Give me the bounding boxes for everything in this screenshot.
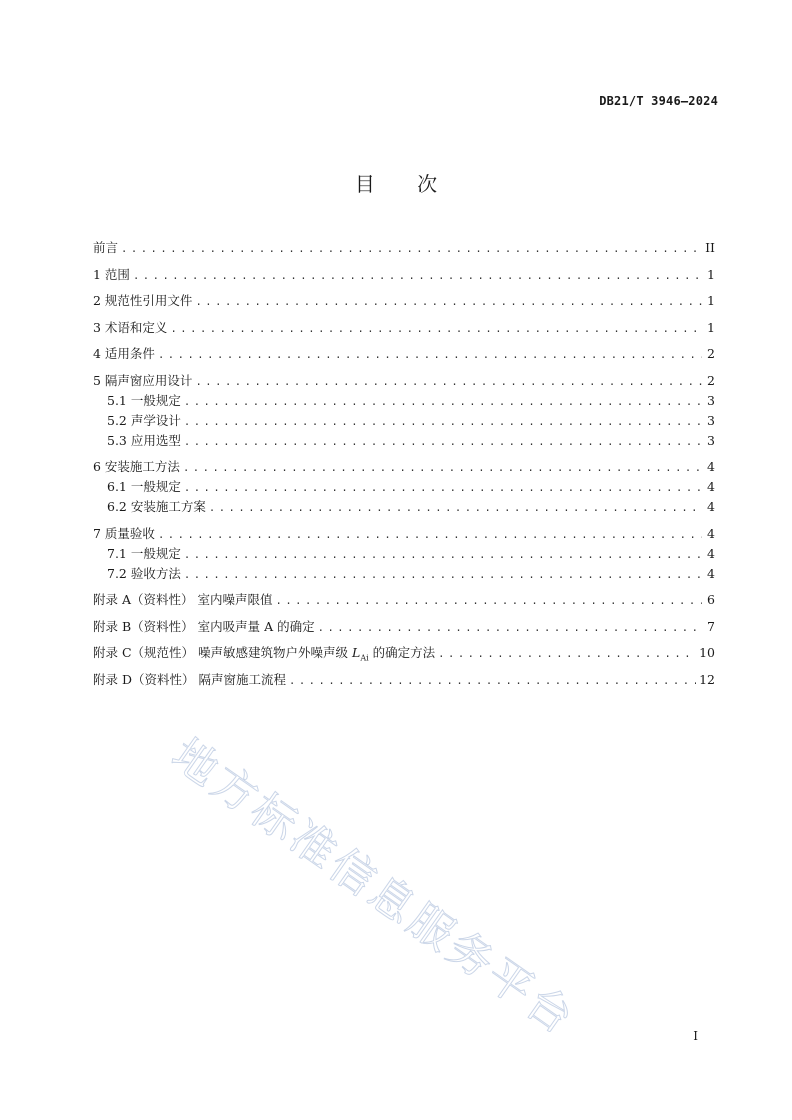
toc-entry[interactable] — [93, 391, 715, 411]
toc-entry-page: 6 — [707, 592, 715, 607]
toc-entry-label: 附录 A（资料性） 室内噪声限值 — [93, 592, 273, 607]
toc-entry-label: 前言 — [93, 240, 119, 255]
toc-dot-leader — [195, 292, 702, 312]
toc-entry-page: 1 — [707, 266, 715, 282]
toc-dot-leader — [158, 345, 702, 365]
toc-dot-leader — [184, 478, 702, 498]
toc-entry-page: 2 — [707, 346, 715, 361]
toc-entry-label: 5.2 声学设计 — [107, 412, 181, 428]
toc-entry[interactable] — [93, 477, 715, 497]
toc-entry[interactable] — [93, 344, 715, 364]
toc-dot-leader — [438, 644, 696, 664]
toc-dot-leader — [158, 525, 702, 545]
toc-entry-label: 1 范围 — [93, 266, 130, 282]
toc-entry-page: II — [705, 240, 715, 255]
toc-entry-label: 5.1 一般规定 — [107, 392, 181, 408]
watermark: 地方标准信息服务平台 — [162, 729, 585, 1047]
toc-dot-leader — [184, 412, 702, 432]
toc-entry-page: 12 — [699, 671, 715, 687]
document-code: DB21/T 3946—2024 — [599, 94, 718, 108]
toc-dot-leader — [184, 432, 702, 452]
toc-dot-leader — [275, 591, 702, 611]
toc-entry-page: 4 — [707, 459, 715, 474]
toc-entry-page: 2 — [707, 372, 715, 388]
toc-entry-page: 10 — [699, 645, 715, 660]
page-title: 目 次 — [354, 172, 456, 196]
toc-entry-page: 4 — [707, 479, 715, 494]
toc-entry-label: 附录 D（资料性） 隔声窗施工流程 — [93, 671, 286, 687]
toc-entry-page: 1 — [707, 293, 715, 308]
toc-dot-leader — [289, 671, 696, 691]
toc-entry-label: 2 规范性引用文件 — [93, 293, 193, 308]
toc-dot-leader — [183, 458, 702, 478]
toc-entry[interactable] — [93, 291, 715, 311]
table-of-contents — [93, 238, 715, 690]
toc-entry[interactable] — [93, 411, 715, 431]
toc-entry[interactable] — [93, 617, 715, 637]
toc-entry-label: 7.2 验收方法 — [107, 565, 181, 581]
toc-entry[interactable] — [93, 238, 715, 258]
toc-dot-leader — [209, 498, 702, 518]
toc-entry[interactable] — [93, 670, 715, 690]
toc-entry-page: 4 — [707, 499, 715, 514]
toc-entry[interactable] — [93, 590, 715, 610]
toc-entry-page: 3 — [707, 392, 715, 408]
toc-dot-leader — [184, 565, 702, 585]
toc-entry-label: 附录 B（资料性） 室内吸声量 A 的确定 — [93, 618, 315, 634]
toc-entry-page: 4 — [707, 525, 715, 541]
toc-entry-label: 3 术语和定义 — [93, 319, 168, 335]
toc-entry[interactable] — [93, 524, 715, 544]
toc-entry-label: 5.3 应用选型 — [107, 432, 181, 448]
toc-entry[interactable] — [93, 318, 715, 338]
toc-entry-page: 3 — [707, 412, 715, 428]
toc-dot-leader — [184, 392, 702, 412]
toc-entry-label: 7 质量验收 — [93, 525, 155, 541]
toc-entry[interactable] — [93, 544, 715, 564]
toc-entry-label: 7.1 一般规定 — [107, 545, 181, 561]
toc-entry[interactable] — [93, 371, 715, 391]
toc-entry[interactable] — [93, 457, 715, 477]
toc-entry[interactable] — [93, 497, 715, 517]
toc-dot-leader — [121, 239, 702, 259]
toc-entry-page: 7 — [707, 618, 715, 634]
toc-dot-leader — [318, 618, 702, 638]
toc-entry[interactable] — [93, 564, 715, 584]
toc-entry-label: 6.2 安装施工方案 — [107, 499, 206, 514]
toc-entry-label: 6.1 一般规定 — [107, 479, 181, 494]
toc-entry-page: 4 — [707, 545, 715, 561]
toc-entry-label: 6 安装施工方法 — [93, 459, 180, 474]
toc-entry[interactable] — [93, 643, 715, 663]
page-number: I — [693, 1029, 698, 1043]
toc-dot-leader — [170, 319, 702, 339]
toc-entry-page: 4 — [707, 565, 715, 581]
toc-entry-label: 附录 C（规范性） 噪声敏感建筑物户外噪声级 $L_{Ai}$ 的确定方法 — [93, 645, 436, 663]
toc-entry-page: 1 — [707, 319, 715, 335]
symbol-l-ai: $L_{Ai}$ — [352, 645, 369, 663]
toc-entry-page: 3 — [707, 432, 715, 448]
toc-entry-label: 4 适用条件 — [93, 346, 155, 361]
toc-dot-leader — [195, 372, 702, 392]
toc-entry[interactable] — [93, 265, 715, 285]
toc-dot-leader — [184, 545, 702, 565]
toc-entry[interactable] — [93, 431, 715, 451]
toc-dot-leader — [133, 266, 702, 286]
toc-entry-label: 5 隔声窗应用设计 — [93, 372, 193, 388]
